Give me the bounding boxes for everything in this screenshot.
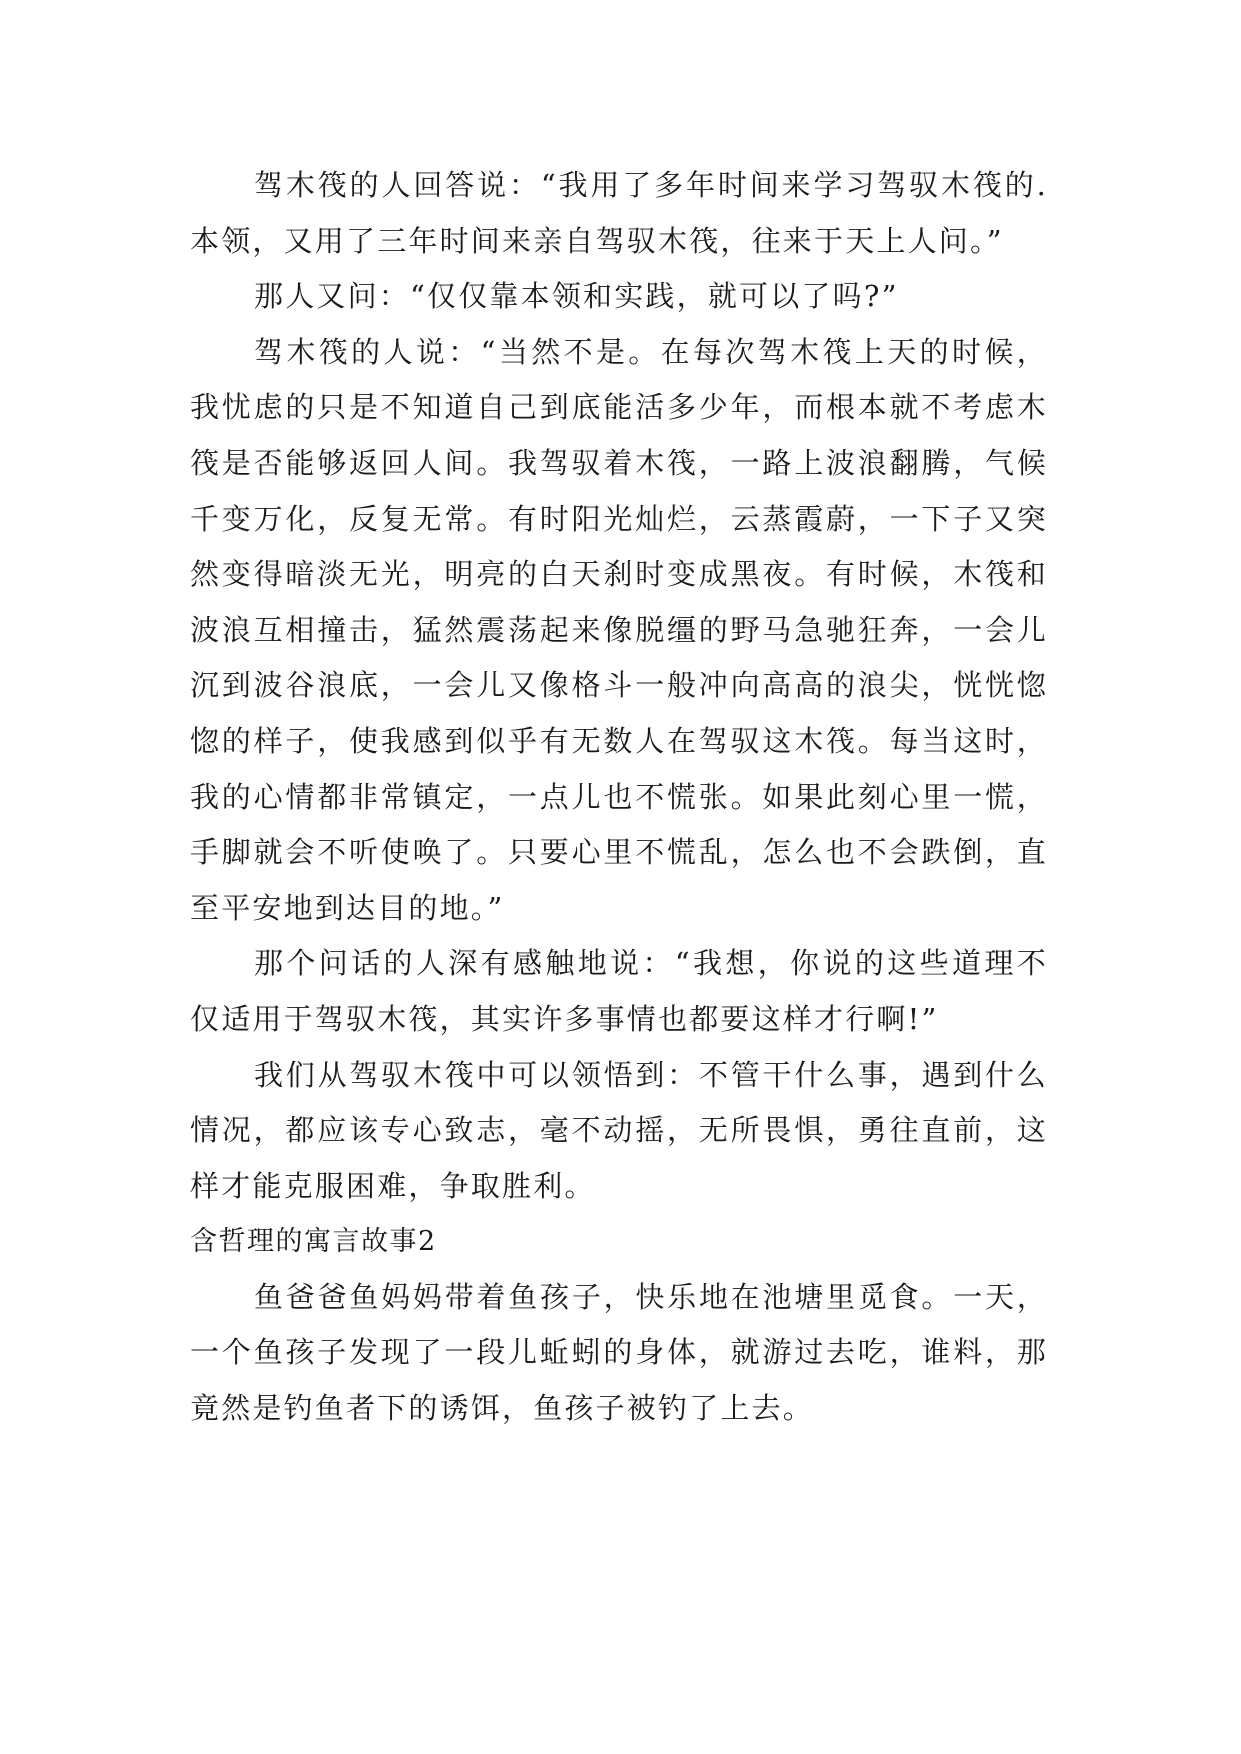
- paragraph-fish-story: 鱼爸爸鱼妈妈带着鱼孩子，快乐地在池塘里觅食。一天，一个鱼孩子发现了一段儿蚯蚓的身体，就游过去吃，谁料，那竟然是钓鱼者下的诱饵，鱼孩子被钓了上去。: [190, 1279, 1048, 1426]
- paragraph-question: 那人又问：“仅仅靠本领和实践，就可以了吗?”: [254, 279, 899, 314]
- paragraph-reflection: 那个问话的人深有感触地说：“我想，你说的这些道理不仅适用于驾驭木筏，其实许多事情也都要这样才行啊!”: [190, 946, 1048, 1036]
- paragraph-raft-explanation: 驾木筏的人说：“当然不是。在每次驾木筏上天的时候，我忧虑的只是不知道自己到底能活多少年，而根本就不考虑木筏是否能够返回人间。我驾驭着木筏，一路上波浪翻腾，气候千变万化，反复无常。有时阳光灿烂，云蒸霞蔚，一下子又突然变得暗淡无光，明亮的白天刹时变成黑夜。有时候，木筏和波浪互相撞击，猛然震荡起来像脱缰的野马急驰狂奔，一会儿沉到波谷浪底，一会儿又像格斗一般冲向高高的浪尖，恍恍惚惚的样子，使我感到似乎有无数人在驾驭这木筏。每当这时，我的心情都非常镇定，一点儿也不慌张。如果此刻心里一慌，手脚就会不听使唤了。只要心里不慌乱，怎么也不会跌倒，直至平安地到达目的地。”: [190, 334, 1048, 925]
- paragraph-raft-answer: 驾木筏的人回答说：“我用了多年时间来学习驾驭木筏的.本领，又用了三年时间来亲自驾驭木筏，往来于天上人问。”: [190, 168, 1048, 258]
- document-body: [190, 158, 1048, 1437]
- paragraph-moral: 我们从驾驭木筏中可以领悟到：不管干什么事，遇到什么情况，都应该专心致志，毫不动摇，无所畏惧，勇往直前，这样才能克服困难，争取胜利。: [190, 1057, 1048, 1203]
- section-heading: 含哲理的寓言故事2: [190, 1226, 437, 1258]
